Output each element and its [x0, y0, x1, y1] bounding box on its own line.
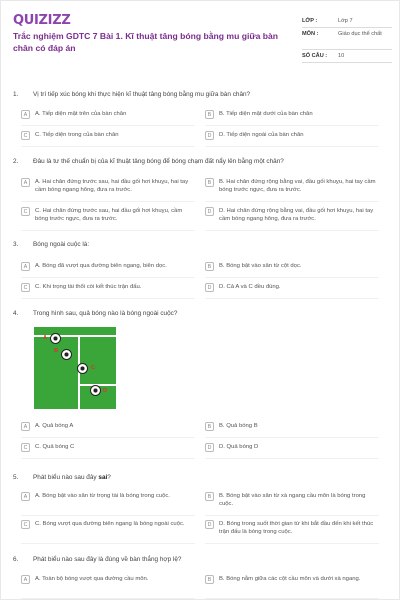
football-field-image [34, 327, 116, 409]
option-d[interactable] [205, 207, 379, 231]
option-letter: A [21, 110, 30, 119]
option-a[interactable] [21, 492, 195, 516]
ball-c-icon [77, 363, 88, 374]
option-text: D. Cả A và C đều đúng. [219, 284, 281, 290]
option-text: A. Bóng đã vượt qua đường biên ngang, biên dọc. [35, 263, 167, 269]
option-letter: C [21, 520, 30, 529]
option-text: A. Quả bóng A [35, 423, 74, 429]
ball-d-icon [90, 385, 101, 396]
option-c[interactable] [21, 207, 195, 231]
meta-value: Giáo dục thể chất [338, 31, 382, 37]
option-b[interactable] [205, 422, 379, 438]
ball-label: A [43, 335, 48, 341]
option-letter: D [205, 283, 214, 292]
option-text: A. Hai chân đứng trước sau, hai đầu gối hơi khuỵu, hai tay cầm bóng ngang hông, đưa ra trước. [35, 179, 189, 193]
option-text: B. Bóng nằm giữa các cột cầu môn và dưới xà ngang. [219, 576, 361, 582]
question-text-post: ? [107, 474, 111, 481]
question-1-options [21, 110, 377, 147]
option-b[interactable] [205, 110, 379, 126]
ball-a-icon [50, 333, 61, 344]
option-letter: B [205, 492, 214, 501]
option-text: C. Tiếp diện trong của bàn chân [35, 132, 119, 138]
option-letter: C [21, 283, 30, 292]
option-text: D. Bóng trong suốt thời gian từ khi bắt đầu đến khi kết thúc trận đấu là bóng trong cuộc. [219, 521, 374, 535]
option-text: C. Quả bóng C [35, 444, 75, 450]
ball-label: D [103, 388, 108, 394]
question-text [33, 474, 393, 482]
ball-label: B [54, 348, 59, 354]
option-text: D. Hai chân đứng rộng bằng vai, đầu gối hơi khuỵu, hai tay cầm bóng ngang hông, đưa ra trước. [219, 208, 374, 222]
option-letter: A [21, 262, 30, 271]
option-text: B. Tiếp diện mặt dưới của bàn chân [219, 111, 313, 117]
option-letter: A [21, 178, 30, 187]
quizizz-logo: QUIZIZZ [13, 13, 71, 28]
meta-key: LỚP : [302, 18, 318, 24]
option-letter: A [21, 422, 30, 431]
option-a[interactable] [21, 262, 195, 278]
option-letter: D [205, 443, 214, 452]
question-number: 4. [13, 310, 19, 317]
meta-key: MÔN : [302, 31, 319, 37]
option-letter: B [205, 110, 214, 119]
option-c[interactable] [21, 131, 195, 147]
question-5-options [21, 492, 377, 544]
option-b[interactable] [205, 492, 379, 516]
option-a[interactable] [21, 422, 195, 438]
question-5 [13, 474, 393, 482]
option-b[interactable] [205, 178, 379, 202]
question-text-emphasis: sai [98, 474, 108, 481]
meta-table [302, 15, 392, 63]
question-4-options [21, 422, 377, 459]
ball-b-icon [61, 349, 72, 360]
option-letter: A [21, 575, 30, 584]
question-text-pre: Phát biểu nào sau đây [33, 474, 99, 481]
option-d[interactable] [205, 131, 379, 147]
option-letter: C [21, 443, 30, 452]
option-text: D. Quả bóng D [219, 444, 259, 450]
meta-value: Lớp 7 [338, 18, 353, 24]
ball-label: C [91, 365, 96, 371]
option-text: A. Bóng bật vào sân từ trọng tài là bóng trong cuộc. [35, 493, 170, 499]
question-3 [13, 241, 393, 249]
question-6 [13, 556, 393, 564]
option-d[interactable] [205, 283, 379, 299]
question-text: Vị trí tiếp xúc bóng khi thực hiện kĩ thuật tâng bóng bằng mu giữa bàn chân? [33, 91, 251, 98]
meta-row-class [302, 15, 392, 28]
option-letter: C [21, 207, 30, 216]
meta-row-count [302, 50, 392, 63]
option-letter: D [205, 520, 214, 529]
option-text: B. Bóng bật vào sân từ cột dọc. [219, 263, 302, 269]
option-a[interactable] [21, 575, 195, 599]
question-text: Trong hình sau, quả bóng nào là bóng ngoài cuộc? [33, 310, 178, 317]
question-1 [13, 91, 393, 99]
option-letter: B [205, 422, 214, 431]
option-text: B. Quả bóng B [219, 423, 258, 429]
option-letter: D [205, 207, 214, 216]
option-text: B. Bóng bật vào sân từ xà ngang cầu môn là bóng trong cuộc. [219, 493, 366, 507]
question-number: 3. [13, 241, 19, 248]
option-text: B. Hai chân đứng rộng bằng vai, đầu gối khuỵu, hai tay cầm bóng trước ngực, đưa ra trước. [219, 179, 376, 193]
question-4 [13, 310, 393, 318]
question-number: 2. [13, 158, 19, 165]
option-text: A. Tiếp diện mặt trên của bàn chân [35, 111, 127, 117]
meta-row-subject [302, 28, 392, 50]
option-d[interactable] [205, 443, 379, 459]
option-text: C. Bóng vượt qua đường biên ngang là bóng ngoài cuộc. [35, 521, 185, 527]
question-2-options [21, 178, 377, 231]
meta-value: 10 [338, 53, 345, 59]
option-letter: B [205, 575, 214, 584]
question-6-options [21, 575, 377, 599]
option-letter: B [205, 178, 214, 187]
option-letter: C [21, 131, 30, 140]
option-c[interactable] [21, 283, 195, 299]
option-d[interactable] [205, 520, 379, 544]
option-text: A. Toàn bộ bóng vượt qua đường cầu môn. [35, 576, 149, 582]
option-c[interactable] [21, 443, 195, 459]
question-number: 6. [13, 556, 19, 563]
question-text: Đâu là tư thế chuẩn bị của kĩ thuật tâng bóng để bóng chạm đất nẩy lên bằng một chân? [33, 158, 284, 165]
question-number: 1. [13, 91, 19, 98]
question-2 [13, 158, 393, 166]
meta-key: SỐ CÂU : [302, 53, 328, 59]
option-b[interactable] [205, 262, 379, 278]
question-number: 5. [13, 474, 19, 481]
option-a[interactable] [21, 178, 195, 202]
page-title: Trắc nghiệm GDTC 7 Bài 1. Kĩ thuật tâng bóng bằng mu giữa bàn chân có đáp án [13, 31, 279, 53]
option-text: D. Tiếp diện ngoài của bàn chân [219, 132, 304, 138]
option-c[interactable] [21, 520, 195, 544]
option-letter: A [21, 492, 30, 501]
option-letter: D [205, 131, 214, 140]
option-text: C. Khi trọng tài thổi còi kết thúc trận đấu. [35, 284, 142, 290]
question-text: Phát biểu nào sau đây là đúng về bàn thắng hợp lệ? [33, 556, 182, 563]
question-3-options [21, 262, 377, 299]
option-text: C. Hai chân đứng trước sau, hai đầu gối hơi khuỵu, cầm bóng trước ngực, đưa ra trước. [35, 208, 183, 222]
option-a[interactable] [21, 110, 195, 126]
option-b[interactable] [205, 575, 379, 599]
option-letter: B [205, 262, 214, 271]
question-text: Bóng ngoài cuộc là: [33, 241, 90, 248]
